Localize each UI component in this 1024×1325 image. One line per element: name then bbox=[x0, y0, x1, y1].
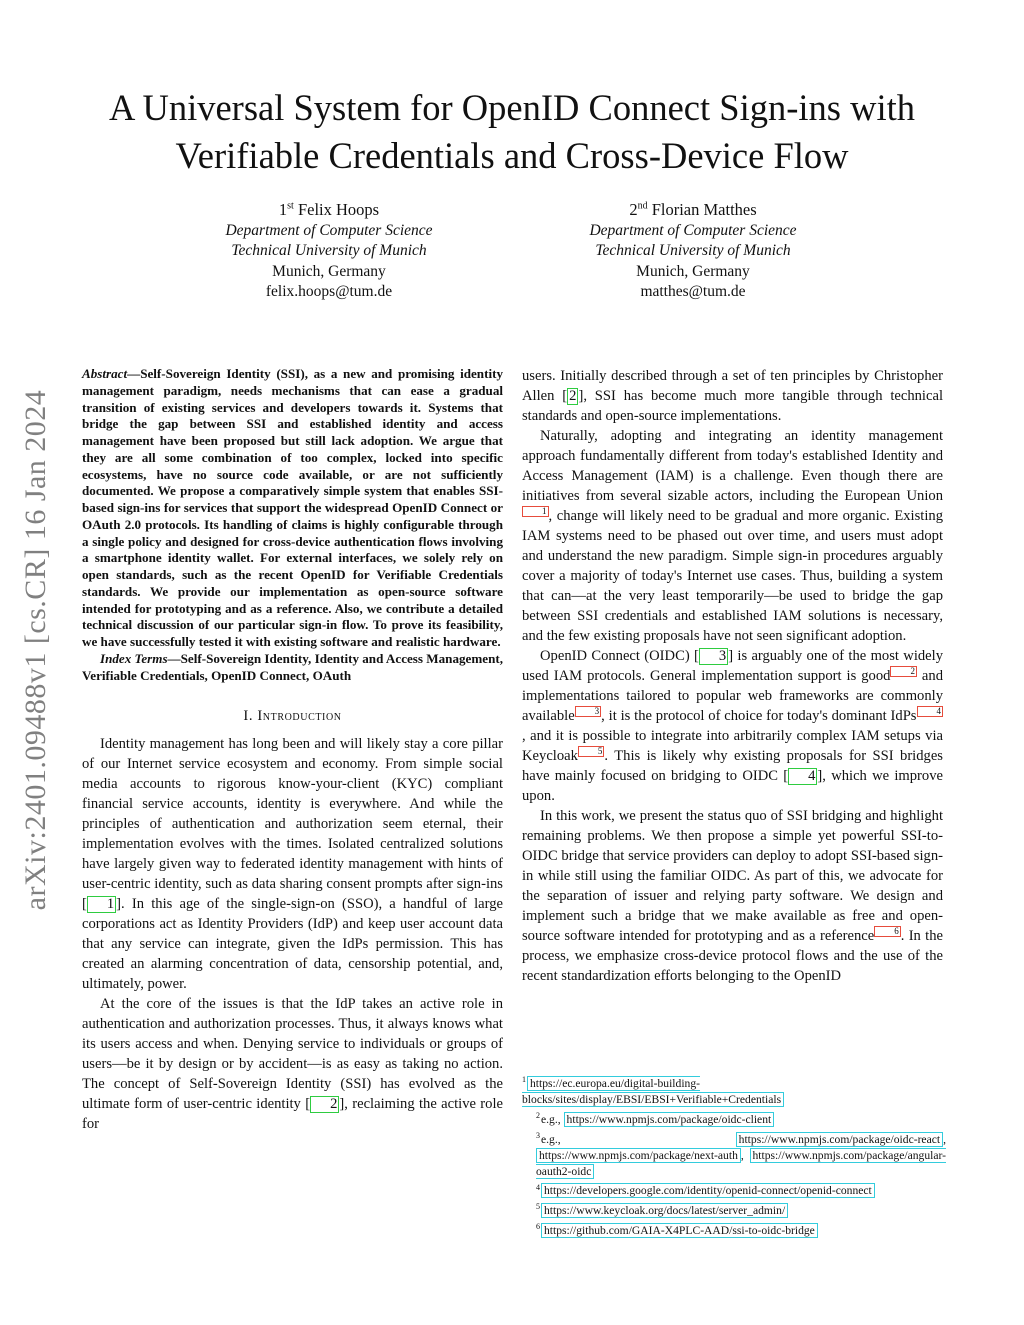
footnote-2 bbox=[522, 1108, 946, 1128]
text-run: is arguably one of the most widely used IAM protocols. General implementation support is good bbox=[522, 648, 944, 684]
text-run: . In the process, we emphasize cross-device protocol flows and the use of the recent standardization efforts belonging to the OpenID bbox=[522, 928, 944, 984]
text-run: users. Initially described through a set of ten principles by Christopher Allen bbox=[522, 368, 943, 404]
footnote-mark: 2 bbox=[536, 1110, 540, 1120]
abstract-text: —Self-Sovereign Identity (SSI), as a new and promising identity management paradigm, needs mechanisms that can ease a gradual transition of existing services and developers towards it. Systems that bridge the gap between SSI and established identity and access management have been proposed but still lack adoption. We argue that they are all some combination of too complex, locked into specific ecosystems, have no source code available, or are not sufficiently documented. We propose a comparatively simple system that enables SSI-based sign-ins for services that support the widespread OpenID Connect or OAuth 2.0 protocols. Its handling of claims is highly configurable through a single policy and designed for cross-device authentication flows involving a smartphone identity wallet. For external interfaces, we solely rely on open standards, such as the recent OpenID for Verifiable Credentials standards. We provide our implementation as open-source software intended for prototyping and as a reference. Also, we contribute a detailed technical discussion of our particular sign-in flow. To prove its feasibility, we have successfully tested it with existing software and realistic hardware. bbox=[82, 366, 503, 649]
text-run: OpenID Connect (OIDC) bbox=[540, 648, 695, 664]
footnote-5 bbox=[522, 1199, 946, 1219]
footnote-url[interactable]: https://ec.europa.eu/digital-building-blocks/sites/display/EBSI/EBSI+Verifiable+Credentials bbox=[522, 1076, 784, 1107]
text-run: . In this age of the single-sign-on (SSO), a handful of large corporations act as Identity Providers (IdP) and keep user account data that any service can integrate, given the IdPs permission. This has created an alarming concentration of data, censorship potential, and, ultimately, power. bbox=[82, 896, 503, 993]
text-run: . This is likely why existing proposals for SSI bridges have mainly focused on bridging to OIDC bbox=[522, 748, 943, 784]
section-number: I. bbox=[243, 708, 254, 725]
footnote-mark: 3 bbox=[536, 1130, 540, 1140]
index-terms bbox=[82, 651, 503, 685]
index-terms-text: —Self-Sovereign Identity, Identity and Access Management, Verifiable Credentials, OpenID Connect, OAuth bbox=[82, 650, 504, 683]
text-run: , it is the protocol of choice for today's dominant IdPs bbox=[601, 708, 917, 724]
footnote-3: $^3$e.g., https://www.npmjs.com/package/oidc-react , https://www.npmjs.com/package/next-auth , https://www.npmjs.com/package/angular-oauth2-oidc bbox=[536, 1130, 946, 1178]
intro-paragraph-6 bbox=[522, 806, 943, 986]
footnote-link[interactable]: 3 bbox=[575, 706, 602, 717]
footnote-link[interactable]: 1 bbox=[522, 506, 549, 517]
footnote-url[interactable]: https://www.npmjs.com/package/oidc-client bbox=[564, 1112, 775, 1127]
author-2-city: Munich, Germany bbox=[636, 262, 750, 280]
footnote-mark: 1 bbox=[522, 1075, 526, 1084]
author-1-ordinal-sup: st bbox=[287, 200, 294, 212]
intro-paragraph-4 bbox=[522, 426, 943, 646]
intro-paragraph-3: users. Initially described through a set of ten principles by Christopher Allen [ 2 ], SSI has become much more tangible through technical standards and open-source implementations. bbox=[522, 368, 943, 424]
footnote-link[interactable]: 6 bbox=[874, 926, 901, 937]
citation-link[interactable]: 2 bbox=[569, 388, 577, 404]
footnote-link[interactable]: 4 bbox=[917, 706, 944, 717]
footnote-url[interactable]: https://www.npmjs.com/package/next-auth bbox=[536, 1148, 741, 1163]
text-run: , change will likely need to be gradual and more organic. Existing IAM systems need to be phased out over time, and users must adopt and understand the new paradigm. Simple sign-in procedures arguably cover a majority of today's Internet use cases. Thus, building a system that can—at the very least temporarily—be used to bridge the gap between SSI credentials and established IAM solutions is necessary, and the few existing proposals have not seen significant adoption. bbox=[522, 508, 943, 644]
index-terms-lead: Index Terms bbox=[100, 650, 168, 666]
footnote-url[interactable]: https://www.keycloak.org/docs/latest/server_admin/ bbox=[541, 1203, 788, 1218]
section-heading bbox=[82, 706, 503, 726]
right-column bbox=[522, 366, 943, 986]
footnote-mark: 6 bbox=[536, 1222, 540, 1232]
paper-title: A Universal System for OpenID Connect Sign-ins with Verifiable Credentials and Cross-Device Flow bbox=[109, 87, 915, 176]
footnote-url[interactable]: https://developers.google.com/identity/openid-connect/openid-connect bbox=[541, 1183, 875, 1198]
author-2-univ: Technical University of Munich bbox=[595, 242, 791, 260]
footnote-4 bbox=[522, 1180, 946, 1200]
text-run: and implementations tailored to popular web frameworks are commonly available bbox=[522, 668, 943, 724]
footnote-prefix: e.g., bbox=[541, 1112, 564, 1126]
abstract-lead: Abstract bbox=[82, 366, 128, 381]
author-1 bbox=[164, 200, 494, 303]
author-1-city: Munich, Germany bbox=[272, 262, 386, 280]
author-1-name: Felix Hoops bbox=[297, 200, 380, 219]
intro-paragraph-1: Identity management has long been and will likely stay a core pillar of our Internet service ecosystem and economy. From simple social media accounts to rigorous know-your-client (KYC) compliant financial service accounts, identity is everywhere. And while the principles of authentication and authorization seem eternal, their implementation evolves with the times. Isolated centralized solutions have largely given way to federated identity management with hints of user-centric identity, such as data sharing consent prompts after sign-ins [ 1 ]. In this age of the single-sign-on (SSO), a handful of large corporations act as Identity Providers (IdP) and keep user account data that any service can integrate, given the IdPs permission. This has created an alarming concentration of data, censorship potential, and, ultimately, power. bbox=[82, 736, 503, 993]
footnote-mark: 4 bbox=[536, 1182, 540, 1192]
text-run: At the core of the issues is that the IdP takes an active role in authentication and authorization processes. Thus, it always knows what its users access and when. Denying service to individuals or groups of users—be it by design or by accident—is as easy as taking no action. The concept of Self-Sovereign Identity (SSI) has evolved as the ultimate form of user-centric identity bbox=[82, 996, 503, 1113]
arxiv-watermark: arXiv:2401.09488v1 [cs.CR] 16 Jan 2024 bbox=[19, 389, 52, 911]
citation-link[interactable]: 3 bbox=[699, 648, 728, 665]
text-run: Identity management has long been and will likely stay a core pillar of our Internet service ecosystem and economy. From simple social media accounts to rigorous know-your-client (KYC) compliant financial service accounts, identity is everywhere. And while the principles of authentication and authorization seem eternal, their implementation evolves with the times. Isolated centralized solutions have largely given way to federated identity management with hints of user-centric identity, such as data sharing consent prompts after sign-ins bbox=[82, 736, 503, 893]
footnotes bbox=[522, 1072, 946, 1239]
text-run: , reclaiming the active role for bbox=[82, 1096, 503, 1133]
footnote-mark: 5 bbox=[536, 1202, 540, 1212]
author-2 bbox=[528, 200, 858, 303]
citation-link[interactable]: 2 bbox=[310, 1096, 339, 1113]
footnote-link[interactable]: 2 bbox=[890, 666, 917, 677]
footnote-prefix: e.g., bbox=[541, 1132, 736, 1146]
text-run: , which we improve upon. bbox=[522, 768, 943, 804]
text-run: , and it is possible to integrate into arbitrarily complex IAM setups via Keycloak bbox=[522, 728, 943, 764]
footnote-url[interactable]: https://www.npmjs.com/package/oidc-react bbox=[736, 1132, 943, 1147]
citation-link[interactable]: 1 bbox=[87, 896, 116, 913]
author-1-ordinal: 1 bbox=[278, 200, 288, 219]
intro-paragraph-5: OpenID Connect (OIDC) [ 3 ] is arguably one of the most widely used IAM protocols. General implementation support is good 2 and implementations tailored to popular web frameworks are commonly available 3 , it is the protocol of choice for today's dominant IdPs 4, and it is possible to integrate into arbitrarily complex IAM setups via Keycloak 5 . This is likely why existing proposals for SSI bridges have mainly focused on bridging to OIDC [ 4 ], which we improve upon. bbox=[522, 648, 944, 804]
footnote-link[interactable]: 5 bbox=[578, 746, 605, 757]
section-title: Introduction bbox=[257, 708, 342, 725]
footnote-1 bbox=[522, 1072, 946, 1108]
abstract bbox=[82, 366, 503, 651]
footnote-url[interactable]: https://www.npmjs.com/package/angular-oauth2-oidc bbox=[536, 1148, 946, 1178]
author-1-univ: Technical University of Munich bbox=[231, 242, 427, 260]
author-1-dept: Department of Computer Science bbox=[225, 221, 433, 239]
intro-paragraph-2: At the core of the issues is that the IdP takes an active role in authentication and authorization processes. Thus, it always knows what its users access and when. Denying service to individuals or groups of users—be it by design or by accident—is as easy as taking no action. The concept of Self-Sovereign Identity (SSI) has evolved as the ultimate form of user-centric identity [ 2 ], reclaiming the active role for bbox=[82, 996, 503, 1133]
citation-link[interactable]: 4 bbox=[788, 768, 817, 785]
author-2-dept: Department of Computer Science bbox=[589, 221, 797, 239]
author-2-ordinal-sup: nd bbox=[637, 200, 648, 212]
author-2-name: Florian Matthes bbox=[651, 200, 757, 219]
left-column bbox=[82, 366, 503, 1134]
footnote-6 bbox=[522, 1219, 946, 1239]
text-run: Naturally, adopting and integrating an identity management approach fundamentally different from today's established Identity and Access Management (IAM) is a challenge. Even though there are initiatives from several sizable actors, including the European Union bbox=[522, 428, 943, 504]
author-2-email[interactable]: matthes@tum.de bbox=[640, 283, 746, 301]
footnote-url[interactable]: https://github.com/GAIA-X4PLC-AAD/ssi-to-oidc-bridge bbox=[541, 1223, 818, 1238]
text-run: , SSI has become much more tangible through technical standards and open-source implementations. bbox=[522, 388, 943, 424]
text-run: In this work, we present the status quo of SSI bridging and highlight remaining problems. We then propose a simple yet powerful SSI-to-OIDC bridge that service providers can deploy to adopt SSI-based sign-in while still using the familiar OIDC. As part of this, we advocate for the separation of issuer and relying party software. We design and implement such a bridge that we make available as free and open-source software intended for prototyping and as a reference bbox=[522, 808, 943, 944]
author-2-ordinal: 2 bbox=[629, 200, 638, 219]
author-1-email[interactable]: felix.hoops@tum.de bbox=[265, 283, 393, 301]
